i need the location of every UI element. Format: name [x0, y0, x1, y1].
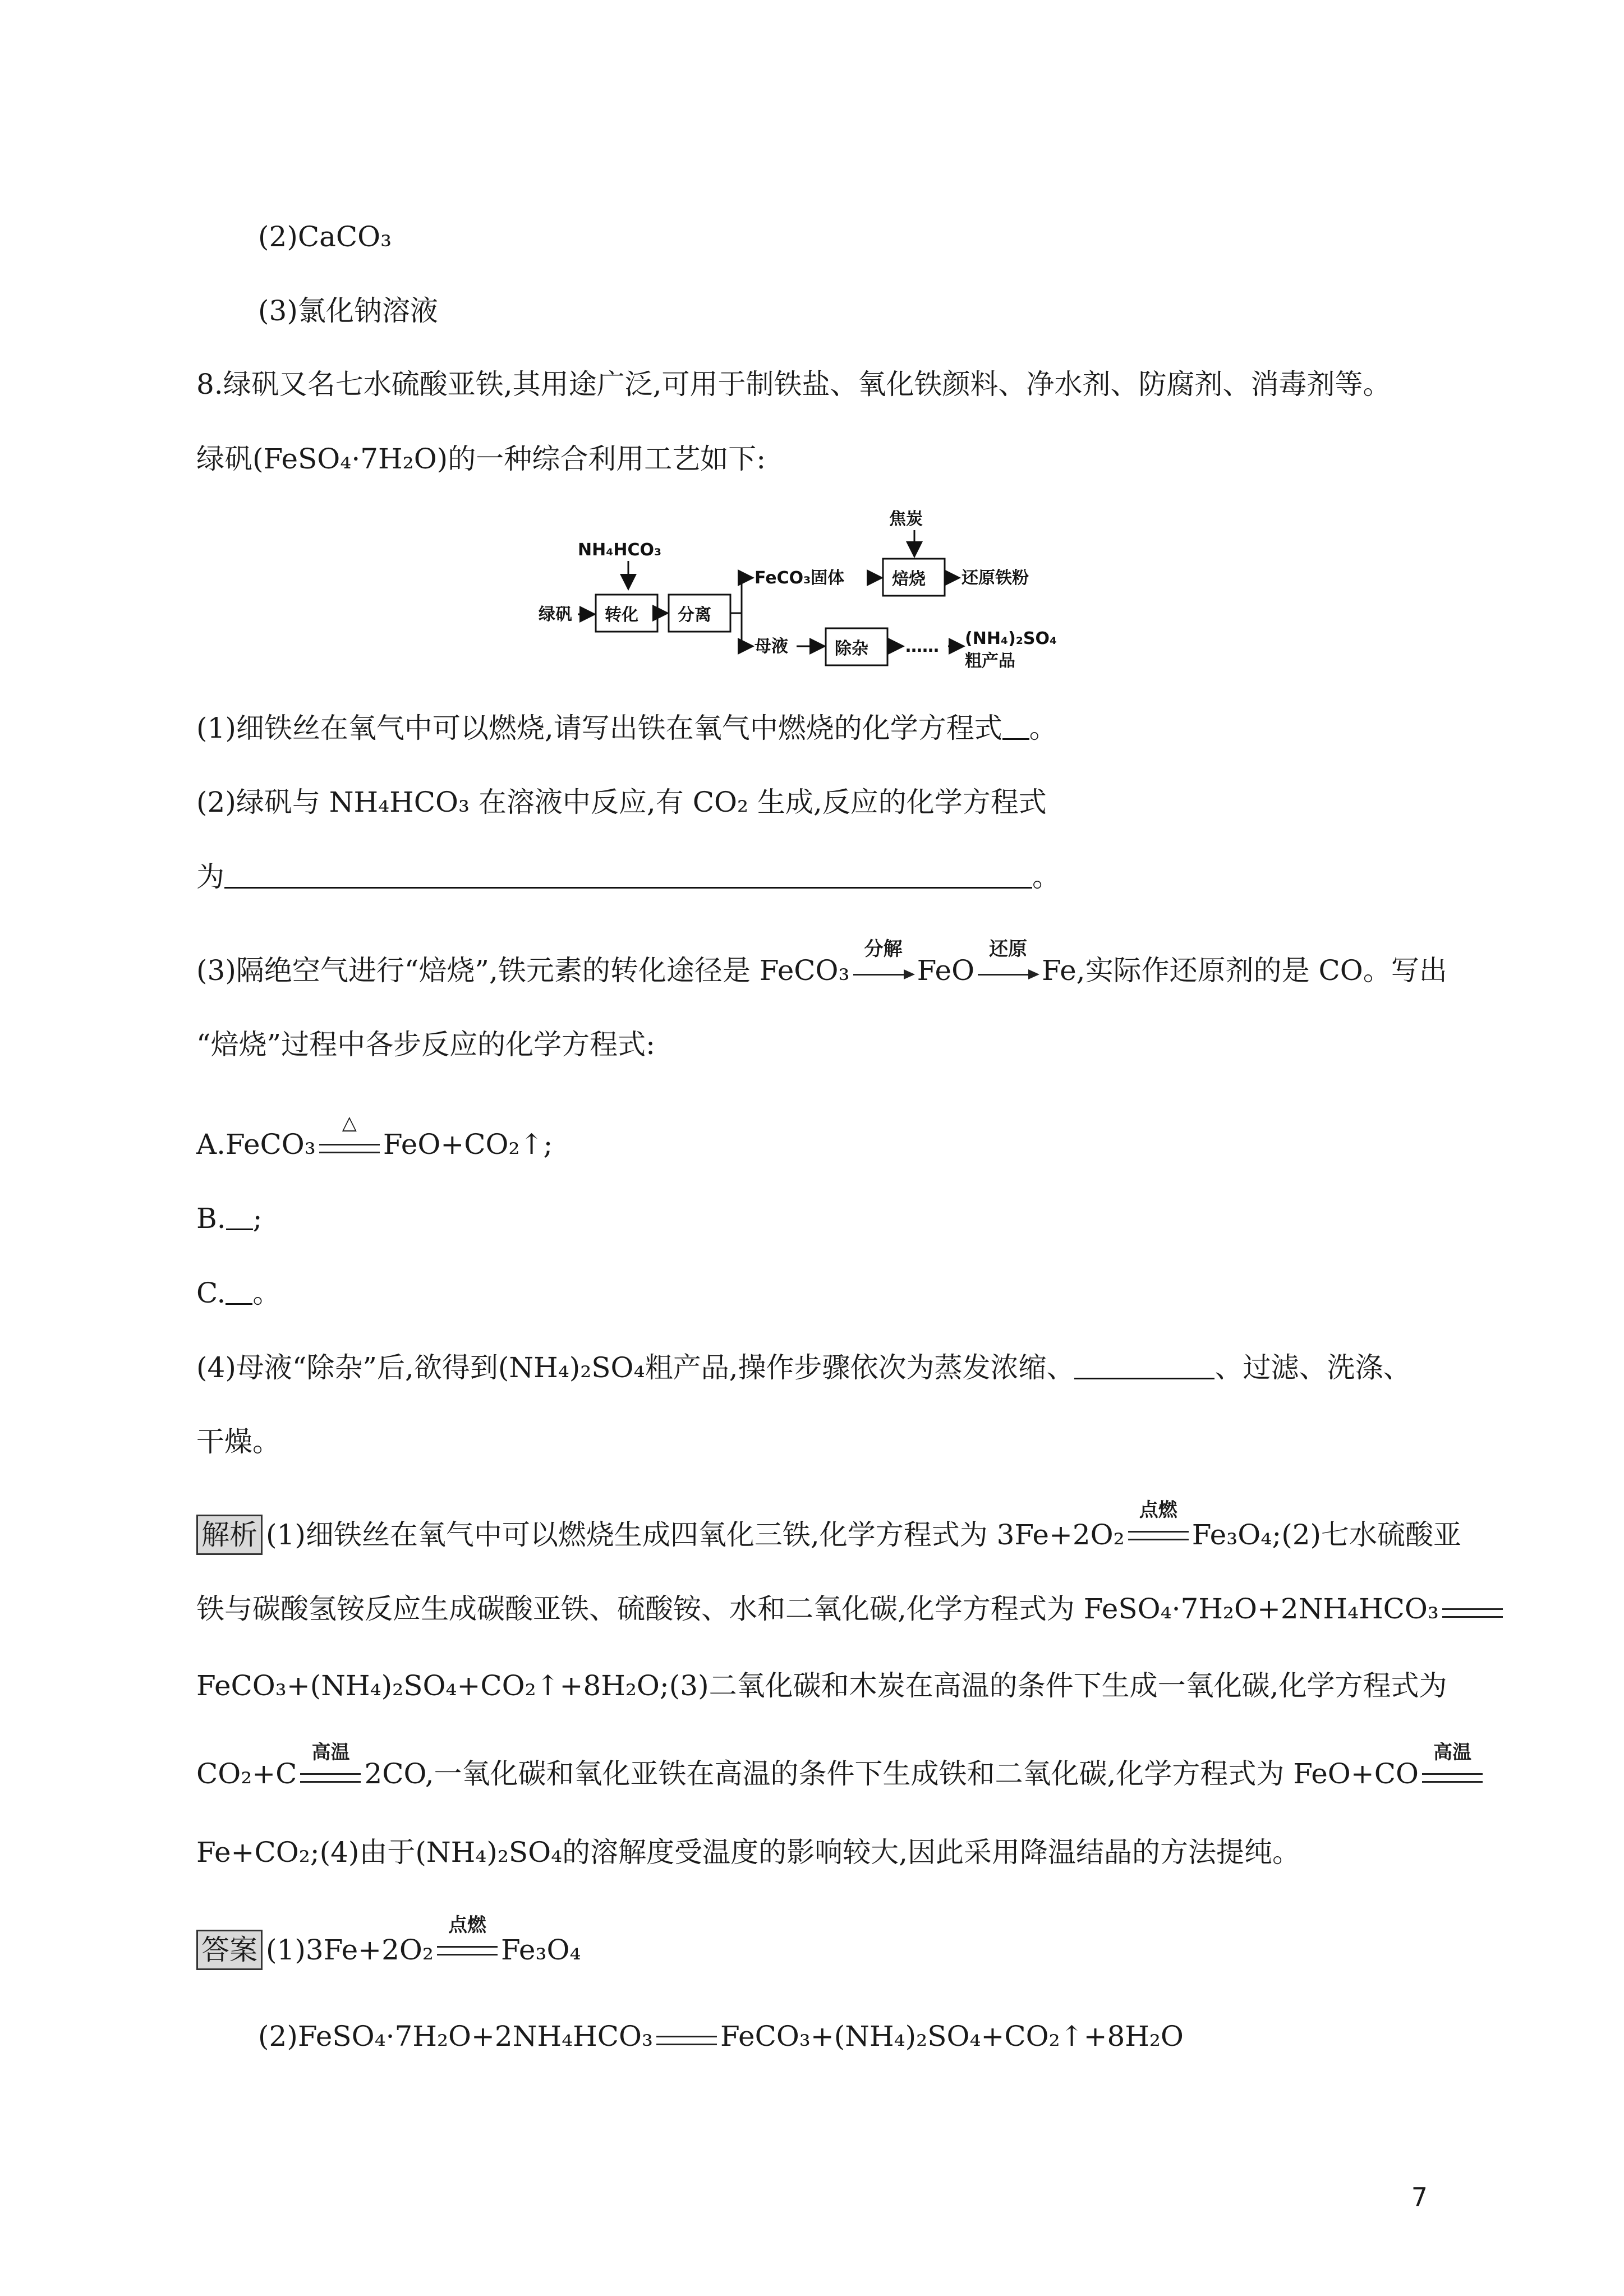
answer-line-1: 答案 (1)3Fe+2O₂ 点燃 Fe₃O₄	[196, 1930, 581, 1970]
reagent-nh4hco3: NH₄HCO₃	[578, 540, 662, 560]
question-part-3-b: “焙烧”过程中各步反应的化学方程式:	[196, 1028, 655, 1061]
answer-label: 答案	[196, 1930, 263, 1970]
svg-text:分离: 分离	[678, 605, 711, 625]
option-b: B. ;	[196, 1202, 263, 1235]
question-part-2-answer-line: 为 。	[196, 861, 1060, 893]
svg-text:转化: 转化	[605, 605, 638, 625]
question-part-3: (3)隔绝空气进行“焙烧”,铁元素的转化途径是 FeCO₃ 分解 FeO 还原 Fe,实际作还原剂的是 CO。写出	[196, 938, 1447, 987]
lower-dots: ……	[905, 637, 939, 656]
arrow-reduce: 还原	[974, 954, 1042, 987]
question-8-intro: 8.绿矾又名七水硫酸亚铁,其用途广泛,可用于制铁盐、氧化铁颜料、净水剂、防腐剂、消毒剂等。	[196, 368, 1391, 401]
analysis-line-5: Fe+CO₂;(4)由于(NH₄)₂SO₄的溶解度受温度的影响较大,因此采用降温结晶的方法提纯。	[196, 1836, 1301, 1869]
flow-svg	[533, 505, 1094, 684]
question-part-2: (2)绿矾与 NH₄HCO₃ 在溶液中反应,有 CO₂ 生成,反应的化学方程式	[196, 786, 1047, 818]
upper-final: 还原铁粉	[961, 568, 1029, 588]
answer-line-2b: (2)FeSO₄·7H₂O+2NH₄HCO₃ FeCO₃+(NH₄)₂SO₄+CO₂↑+8H₂O	[258, 2020, 1184, 2053]
analysis-label: 解析	[196, 1515, 263, 1555]
lower-final-2: 粗产品	[965, 651, 1015, 671]
analysis-line-3: FeCO₃+(NH₄)₂SO₄+CO₂↑+8H₂O;(3)二氧化碳和木炭在高温的条件下生成一氧化碳,化学方程式为	[196, 1669, 1447, 1702]
svg-text:焙烧: 焙烧	[892, 569, 926, 589]
question-part-1: (1)细铁丝在氧气中可以燃烧,请写出铁在氧气中燃烧的化学方程式 。	[196, 712, 1057, 744]
blank-c[interactable]	[226, 1303, 252, 1305]
question-part-4-b: 干燥。	[196, 1425, 280, 1458]
upper-product: FeCO₃固体	[755, 568, 845, 588]
question-part-4: (4)母液“除杂”后,欲得到(NH₄)₂SO₄粗产品,操作步骤依次为蒸发浓缩、 、过滤、洗涤、	[196, 1351, 1411, 1384]
arrow-decompose: 分解	[850, 954, 917, 987]
ignite-condition-answer: 点燃	[434, 1930, 501, 1963]
process-flow-diagram	[533, 505, 1094, 684]
ignite-condition: 点燃	[1125, 1515, 1192, 1548]
blank-q1[interactable]	[1002, 738, 1029, 740]
analysis-line-1: 解析 (1)细铁丝在氧气中可以燃烧生成四氧化三铁,化学方程式为 3Fe+2O₂ 点燃 Fe₃O₄;(2)七水硫酸亚	[196, 1515, 1461, 1555]
equals-sign	[1439, 1592, 1506, 1626]
blank-q2[interactable]	[224, 887, 1032, 889]
lower-product: 母液	[755, 637, 788, 656]
high-temp-condition-2: 高温	[1419, 1757, 1486, 1791]
start-lvfan: 绿矾	[539, 605, 572, 624]
reagent-coke: 焦炭	[889, 509, 923, 529]
svg-text:除杂: 除杂	[835, 639, 868, 659]
answer-line-3: (3)氯化钠溶液	[258, 295, 438, 327]
option-a: A.FeCO₃ △ FeO+CO₂↑;	[196, 1112, 553, 1161]
question-8-intro-2: 绿矾(FeSO₄·7H₂O)的一种综合利用工艺如下:	[196, 443, 766, 475]
option-c: C. 。	[196, 1277, 281, 1309]
analysis-line-2: 铁与碳酸氢铵反应生成碳酸亚铁、硫酸铵、水和二氧化碳,化学方程式为 FeSO₄·7H₂O+2NH₄HCO₃	[196, 1592, 1506, 1626]
blank-b[interactable]	[226, 1228, 253, 1230]
heat-condition: △	[316, 1128, 383, 1161]
answer-line-2: (2)CaCO₃	[258, 220, 392, 253]
high-temp-condition: 高温	[297, 1757, 364, 1791]
page-number: 7	[1411, 2182, 1428, 2212]
blank-q4[interactable]	[1074, 1378, 1214, 1379]
lower-final-1: (NH₄)₂SO₄	[965, 629, 1057, 648]
equals-sign-answer	[653, 2019, 720, 2053]
analysis-line-4: CO₂+C 高温 2CO,一氧化碳和氧化亚铁在高温的条件下生成铁和二氧化碳,化学方程式为 FeO+CO 高温	[196, 1757, 1486, 1791]
